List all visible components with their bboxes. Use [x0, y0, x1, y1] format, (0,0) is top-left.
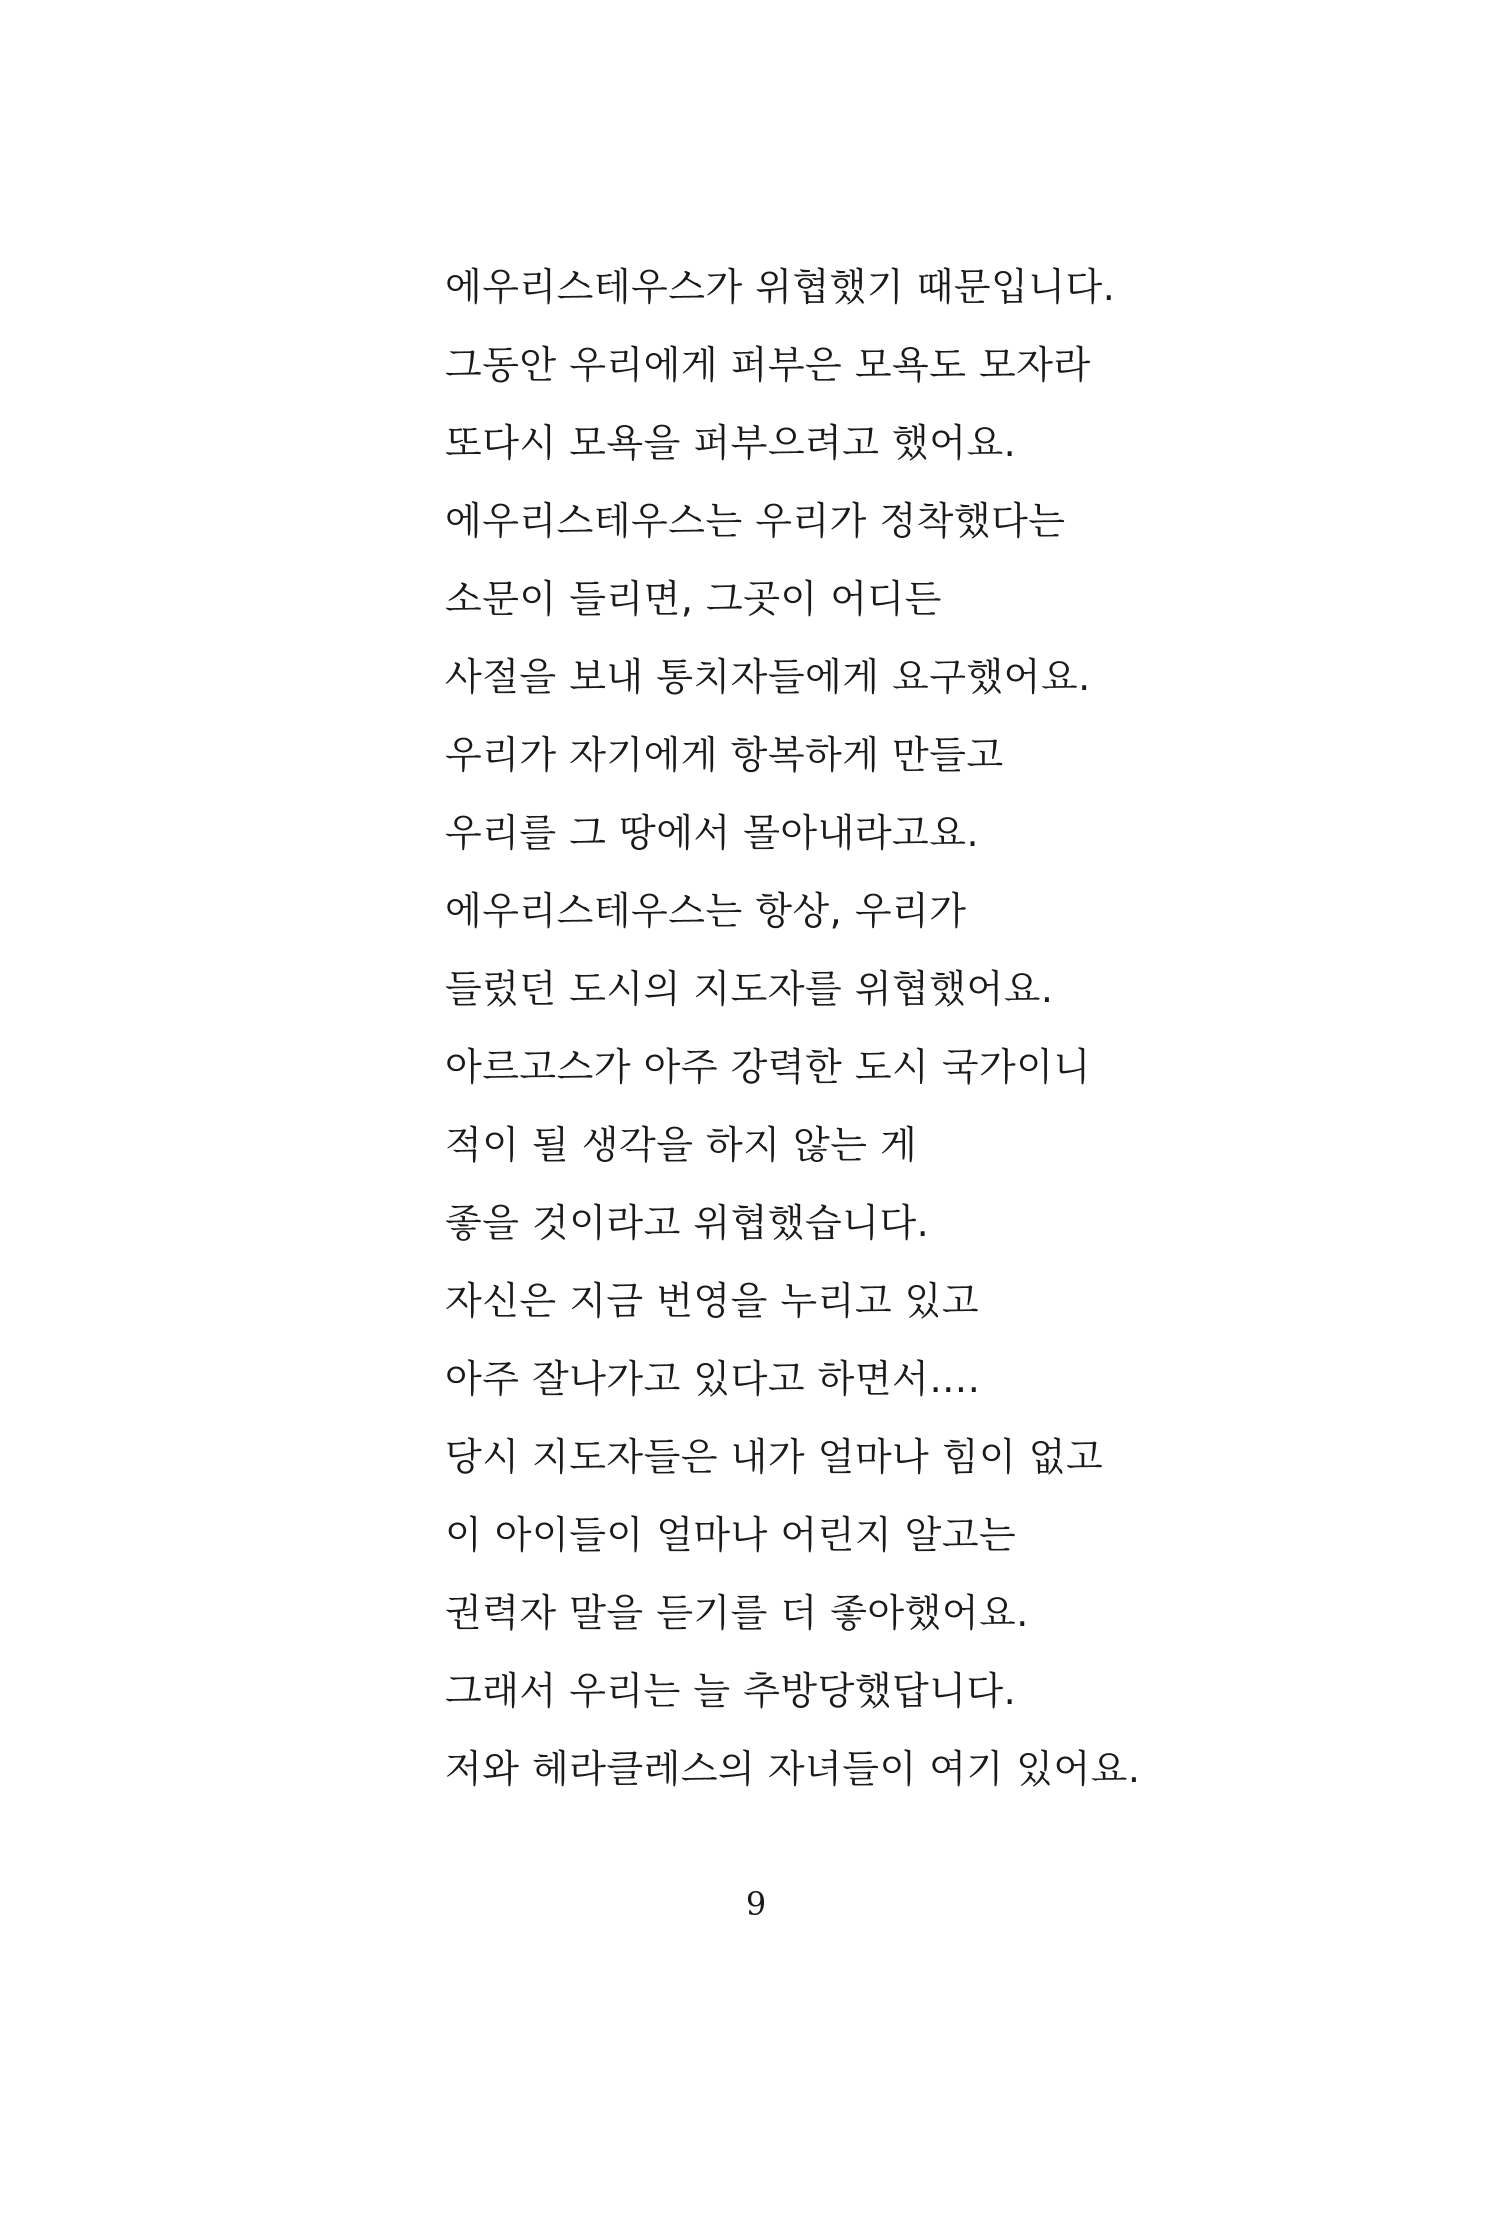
text-line: 에우리스테우스가 위협했기 때문입니다. — [445, 265, 1116, 309]
text-line: 권력자 말을 듣기를 더 좋아했어요. — [445, 1591, 1029, 1635]
text-line: 자신은 지금 번영을 누리고 있고 — [445, 1279, 980, 1323]
text-line: 에우리스테우스는 항상, 우리가 — [445, 889, 967, 933]
text-line: 에우리스테우스는 우리가 정착했다는 — [445, 499, 1066, 543]
text-line: 적이 될 생각을 하지 않는 게 — [445, 1123, 918, 1167]
text-line: 우리를 그 땅에서 몰아내라고요. — [445, 811, 980, 855]
text-line: 좋을 것이라고 위협했습니다. — [445, 1201, 930, 1245]
body-text — [445, 248, 1445, 1808]
text-line: 이 아이들이 얼마나 어린지 알고는 — [445, 1513, 1017, 1557]
text-line: 그동안 우리에게 퍼부은 모욕도 모자라 — [445, 343, 1091, 387]
text-line: 당시 지도자들은 내가 얼마나 힘이 없고 — [445, 1435, 1104, 1479]
text-line: 아주 잘나가고 있다고 하면서…. — [445, 1357, 981, 1401]
text-line: 소문이 들리면, 그곳이 어디든 — [445, 577, 942, 621]
text-line: 우리가 자기에게 항복하게 만들고 — [445, 733, 1004, 777]
text-line: 또다시 모욕을 퍼부으려고 했어요. — [445, 421, 1017, 465]
text-line: 아르고스가 아주 강력한 도시 국가이니 — [445, 1045, 1091, 1089]
text-line: 사절을 보내 통치자들에게 요구했어요. — [445, 655, 1091, 699]
text-line: 들렀던 도시의 지도자를 위협했어요. — [445, 967, 1054, 1011]
text-line: 그래서 우리는 늘 추방당했답니다. — [445, 1669, 1017, 1713]
text-line: 저와 헤라클레스의 자녀들이 여기 있어요. — [445, 1747, 1141, 1791]
page-number: 9 — [745, 1885, 767, 1923]
